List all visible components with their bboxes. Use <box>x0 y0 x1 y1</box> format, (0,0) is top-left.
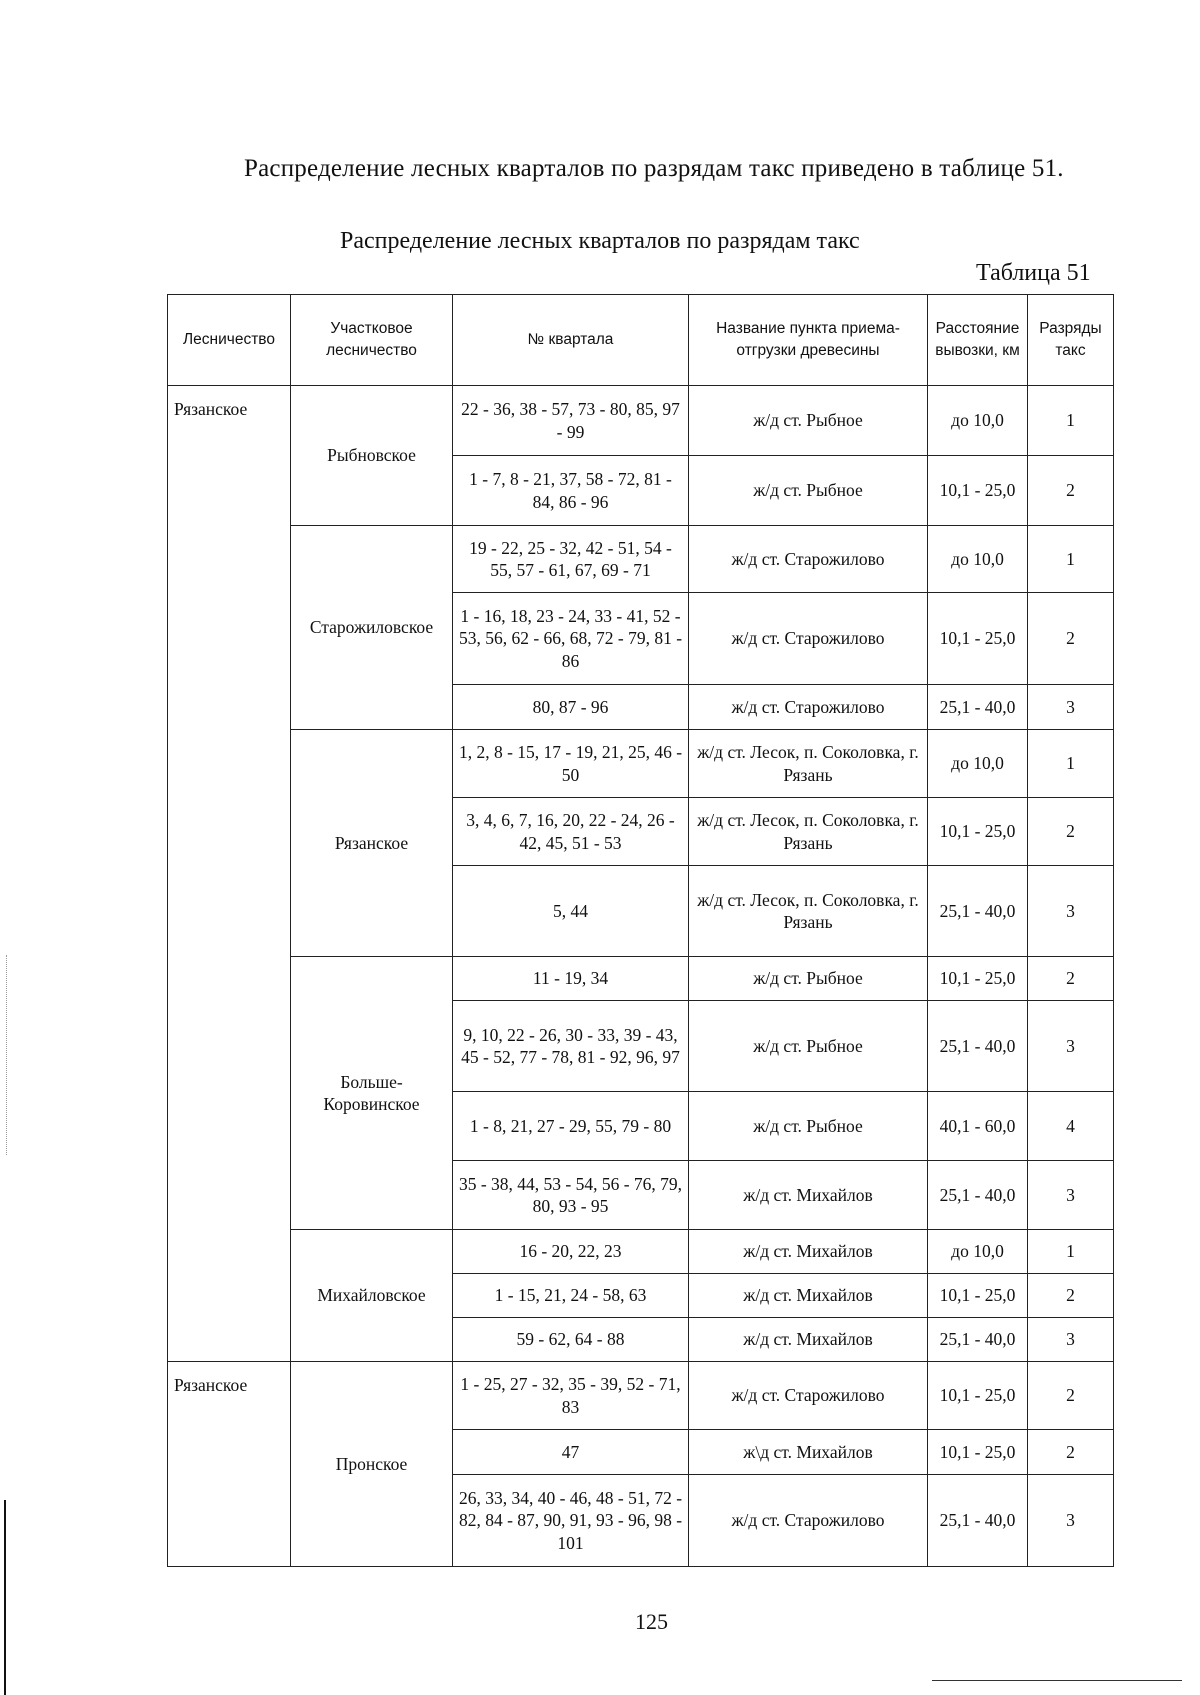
district-cell: Михайловское <box>291 1230 453 1362</box>
quarters-cell: 1 - 7, 8 - 21, 37, 58 - 72, 81 - 84, 86 - 96 <box>453 456 689 526</box>
point-cell: ж/д ст. Старожилово <box>689 1362 928 1430</box>
point-cell: ж/д ст. Старожилово <box>689 593 928 685</box>
rank-cell: 2 <box>1028 456 1114 526</box>
header-forestry: Лесничество <box>168 295 291 386</box>
quarters-cell: 11 - 19, 34 <box>453 957 689 1001</box>
quarters-cell: 80, 87 - 96 <box>453 685 689 730</box>
distance-cell: до 10,0 <box>928 730 1028 798</box>
table-row <box>168 1230 1114 1274</box>
distance-cell: до 10,0 <box>928 386 1028 456</box>
rank-cell: 3 <box>1028 1475 1114 1567</box>
rank-cell: 3 <box>1028 1001 1114 1092</box>
distance-cell: 10,1 - 25,0 <box>928 1362 1028 1430</box>
rank-cell: 1 <box>1028 386 1114 456</box>
quarters-cell: 9, 10, 22 - 26, 30 - 33, 39 - 43, 45 - 52, 77 - 78, 81 - 92, 96, 97 <box>453 1001 689 1092</box>
quarters-cell: 59 - 62, 64 - 88 <box>453 1318 689 1362</box>
district-cell: Рязанское <box>291 730 453 957</box>
rank-cell: 1 <box>1028 730 1114 798</box>
distance-cell: 25,1 - 40,0 <box>928 1475 1028 1567</box>
rank-cell: 2 <box>1028 798 1114 866</box>
table-row <box>168 730 1114 798</box>
point-cell: ж/д ст. Рыбное <box>689 957 928 1001</box>
rank-cell: 3 <box>1028 1318 1114 1362</box>
point-cell: ж/д ст. Рыбное <box>689 386 928 456</box>
distance-cell: 25,1 - 40,0 <box>928 1001 1028 1092</box>
point-cell: ж/д ст. Старожилово <box>689 1475 928 1567</box>
header-district: Участковое лесничество <box>291 295 453 386</box>
district-cell: Рыбновское <box>291 386 453 526</box>
rank-cell: 3 <box>1028 685 1114 730</box>
scan-edge-line <box>4 1500 6 1695</box>
rank-cell: 3 <box>1028 1161 1114 1230</box>
rank-cell: 2 <box>1028 1362 1114 1430</box>
rank-cell: 2 <box>1028 1430 1114 1475</box>
distance-cell: 10,1 - 25,0 <box>928 1274 1028 1318</box>
rank-cell: 1 <box>1028 1230 1114 1274</box>
point-cell: ж/д ст. Михайлов <box>689 1161 928 1230</box>
point-cell: ж/д ст. Рыбное <box>689 456 928 526</box>
district-cell: Старожиловское <box>291 526 453 730</box>
quarters-cell: 1 - 25, 27 - 32, 35 - 39, 52 - 71, 83 <box>453 1362 689 1430</box>
point-cell: ж/д ст. Михайлов <box>689 1230 928 1274</box>
distance-cell: 10,1 - 25,0 <box>928 456 1028 526</box>
footer-rule <box>932 1680 1182 1681</box>
quarters-cell: 1 - 8, 21, 27 - 29, 55, 79 - 80 <box>453 1092 689 1161</box>
distance-cell: до 10,0 <box>928 1230 1028 1274</box>
rank-cell: 1 <box>1028 526 1114 593</box>
point-cell: ж/д ст. Лесок, п. Соколовка, г. Рязань <box>689 866 928 957</box>
header-quarters: № квартала <box>453 295 689 386</box>
rank-cell: 4 <box>1028 1092 1114 1161</box>
point-cell: ж/д ст. Михайлов <box>689 1274 928 1318</box>
quarters-cell: 35 - 38, 44, 53 - 54, 56 - 76, 79, 80, 93 - 95 <box>453 1161 689 1230</box>
table-row <box>168 526 1114 593</box>
distance-cell: 10,1 - 25,0 <box>928 1430 1028 1475</box>
distance-cell: до 10,0 <box>928 526 1028 593</box>
table-caption: Распределение лесных кварталов по разрядам такс <box>340 228 860 254</box>
point-cell: ж/д ст. Лесок, п. Соколовка, г. Рязань <box>689 798 928 866</box>
point-cell: ж/д ст. Рыбное <box>689 1001 928 1092</box>
header-rank: Разряды такс <box>1028 295 1114 386</box>
quarters-cell: 47 <box>453 1430 689 1475</box>
point-cell: ж/д ст. Рыбное <box>689 1092 928 1161</box>
table-number: Таблица 51 <box>976 260 1091 286</box>
point-cell: ж/д ст. Старожилово <box>689 526 928 593</box>
page-number: 125 <box>635 1609 668 1634</box>
rank-cell: 3 <box>1028 866 1114 957</box>
quarters-table <box>167 294 1114 1567</box>
table-header-row <box>168 295 1114 386</box>
distance-cell: 40,1 - 60,0 <box>928 1092 1028 1161</box>
forestry-cell: Рязанское <box>168 386 291 1362</box>
quarters-cell: 1 - 16, 18, 23 - 24, 33 - 41, 52 - 53, 56, 62 - 66, 68, 72 - 79, 81 - 86 <box>453 593 689 685</box>
table-row <box>168 386 1114 456</box>
quarters-cell: 1 - 15, 21, 24 - 58, 63 <box>453 1274 689 1318</box>
quarters-cell: 19 - 22, 25 - 32, 42 - 51, 54 - 55, 57 - 61, 67, 69 - 71 <box>453 526 689 593</box>
point-cell: ж\д ст. Михайлов <box>689 1430 928 1475</box>
distance-cell: 10,1 - 25,0 <box>928 593 1028 685</box>
quarters-cell: 1, 2, 8 - 15, 17 - 19, 21, 25, 46 - 50 <box>453 730 689 798</box>
district-cell: Пронское <box>291 1362 453 1567</box>
header-distance: Расстояние вывозки, км <box>928 295 1028 386</box>
rank-cell: 2 <box>1028 957 1114 1001</box>
rank-cell: 2 <box>1028 593 1114 685</box>
header-point: Название пункта приема-отгрузки древесины <box>689 295 928 386</box>
quarters-cell: 16 - 20, 22, 23 <box>453 1230 689 1274</box>
distance-cell: 25,1 - 40,0 <box>928 1161 1028 1230</box>
distance-cell: 10,1 - 25,0 <box>928 957 1028 1001</box>
distance-cell: 25,1 - 40,0 <box>928 1318 1028 1362</box>
point-cell: ж/д ст. Лесок, п. Соколовка, г. Рязань <box>689 730 928 798</box>
distance-cell: 25,1 - 40,0 <box>928 685 1028 730</box>
table-row <box>168 1362 1114 1430</box>
scan-edge-dots <box>6 955 7 1155</box>
quarters-cell: 3, 4, 6, 7, 16, 20, 22 - 24, 26 - 42, 45, 51 - 53 <box>453 798 689 866</box>
point-cell: ж/д ст. Старожилово <box>689 685 928 730</box>
rank-cell: 2 <box>1028 1274 1114 1318</box>
table-row <box>168 957 1114 1001</box>
quarters-cell: 26, 33, 34, 40 - 46, 48 - 51, 72 - 82, 84 - 87, 90, 91, 93 - 96, 98 - 101 <box>453 1475 689 1567</box>
forestry-cell: Рязанское <box>168 1362 291 1567</box>
intro-paragraph: Распределение лесных кварталов по разрядам такс приведено в таблице 51. <box>244 155 1064 182</box>
distance-cell: 10,1 - 25,0 <box>928 798 1028 866</box>
distance-cell: 25,1 - 40,0 <box>928 866 1028 957</box>
point-cell: ж/д ст. Михайлов <box>689 1318 928 1362</box>
quarters-cell: 5, 44 <box>453 866 689 957</box>
district-cell: Больше-Коровинское <box>291 957 453 1230</box>
quarters-cell: 22 - 36, 38 - 57, 73 - 80, 85, 97 - 99 <box>453 386 689 456</box>
